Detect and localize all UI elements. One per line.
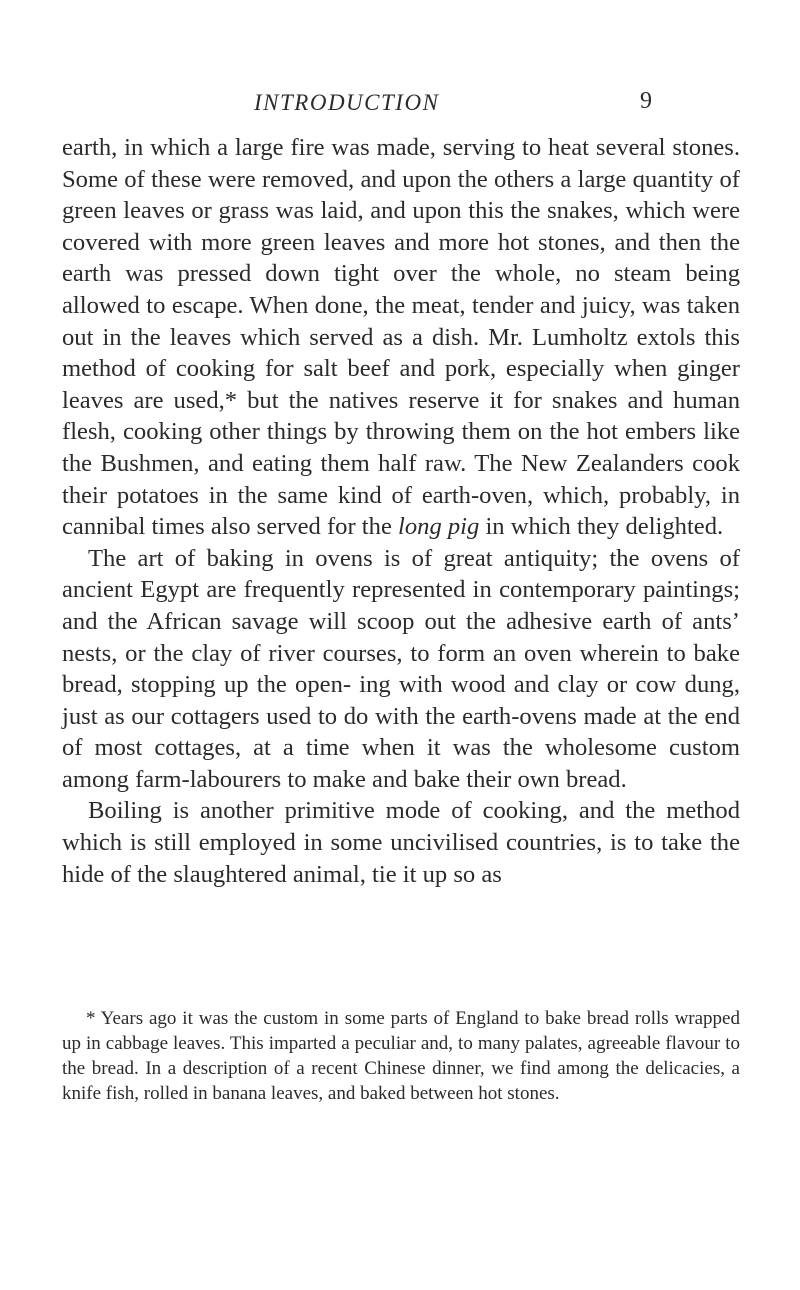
paragraph-1-text: earth, in which a large fire was made, serving to heat several stones. Some of these were removed, and upon the others a large quantity of green leaves or grass was laid, and upon this the snakes, which were covered with more green leaves and more hot stones, and then the earth was pressed down tight over the whole, no steam being allowed to escape. When done, the meat, tender and juicy, was taken out in the leaves which served as a dish. Mr. Lumholtz extols this method of cooking for salt beef and pork, especially when ginger leaves are used,* but the natives reserve it for snakes and human flesh, cooking other things by throwing them on the hot embers like the Bushmen, and eating them half raw. The New Zealanders cook their potatoes in the same kind of earth-oven, which, probably, in cannibal times also served for the [62,134,740,541]
paragraph-boiling: Boiling is another primitive mode of cooking, and the method which is still employed in some uncivilised countries, is to take the hide of the slaughtered animal, tie it up so as [62,797,740,888]
running-head-title: INTRODUCTION [254,90,440,115]
paragraph-1-ending: in which they delighted. [479,513,724,541]
body-text [62,132,740,890]
footnote-text: * Years ago it was the custom in some parts of England to bake bread rolls wrapped up in cabbage leaves. This imparted a peculiar and, to many palates, agreeable flavour to the bread. In a description of a recent Chinese dinner, we find among the delicacies, a knife fish, rolled in banana leaves, and baked between hot stones. [62,1008,740,1104]
footnote [62,1006,740,1106]
paragraph-earth-oven [62,132,740,543]
italic-phrase-long-pig: long pig [398,513,480,541]
paragraph-baking: The art of baking in ovens is of great antiquity; the ovens of ancient Egypt are frequently represented in contemporary paintings; and the African savage will scoop out the adhesive earth of ants’ nests, or the clay of river courses, to form an oven wherein to bake bread, stopping up the open- ing with wood and clay or cow dung, just as our cottagers used to do with the earth-ovens made at the end of most cottages, at a time when it was the wholesome custom among farm-labourers to make and bake their own bread. [62,544,740,793]
page-number: 9 [640,88,652,114]
